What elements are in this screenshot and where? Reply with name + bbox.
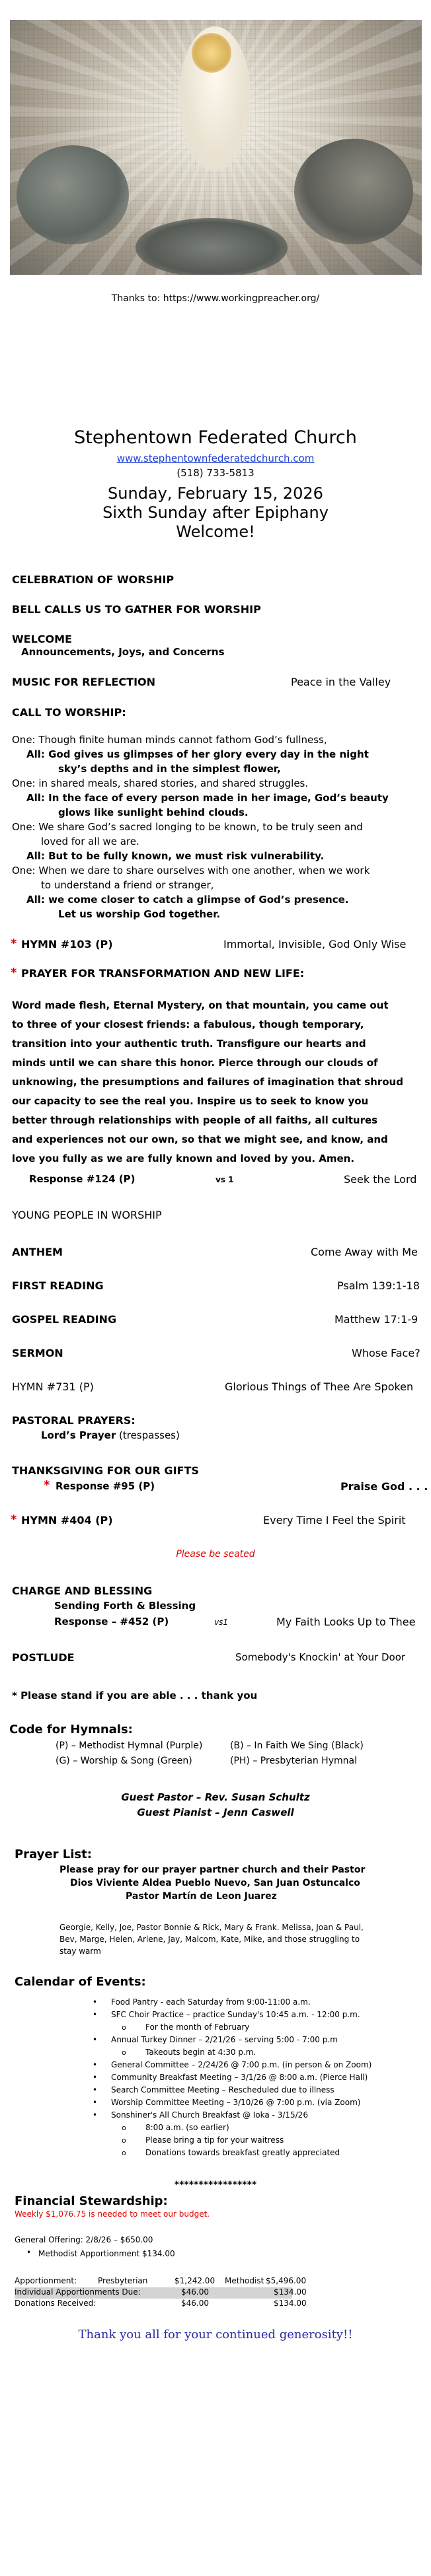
calendar-item: • Annual Turkey Dinner – 2/21/26 – serving 5:00 - 7:00 p.m	[93, 2034, 372, 2046]
sending-forth: Sending Forth & Blessing	[54, 1600, 196, 1612]
lords-prayer-note: (trespasses)	[119, 1429, 180, 1441]
response-452-title: My Faith Looks Up to Thee	[276, 1616, 416, 1628]
general-offering: General Offering: 2/8/26 – $650.00	[15, 2235, 153, 2244]
stand-star: *	[11, 937, 17, 950]
response-124-title: Seek the Lord	[344, 1173, 417, 1186]
response-452: Response – #452 (P)	[54, 1616, 169, 1628]
lords-prayer: Lord’s Prayer	[41, 1429, 116, 1441]
hymnal-code-green: (G) – Worship & Song (Green)	[56, 1756, 192, 1766]
stand-star: *	[11, 966, 17, 980]
individual-apportionment-row: Individual Apportionments Due: $46.00 $134.00	[15, 2287, 292, 2299]
calendar-subitem: o For the month of February	[93, 2021, 372, 2034]
calendar-subitem: o 8:00 a.m. (so earlier)	[93, 2122, 372, 2134]
calendar-item: • Community Breakfast Meeting – 3/1/26 @ 8:00 a.m. (Pierce Hall)	[93, 2071, 372, 2084]
service-date: Sunday, February 15, 2026	[108, 484, 323, 503]
church-website-link[interactable]: www.stephentownfederatedchurch.com	[116, 452, 315, 464]
calendar-item: • Search Committee Meeting – Rescheduled due to illness	[93, 2084, 372, 2096]
guest-pastor: Guest Pastor – Rev. Susan Schultz	[121, 1791, 310, 1803]
service-occasion: Sixth Sunday after Epiphany	[102, 503, 329, 522]
calendar-item: • SFC Choir Practice – practice Sunday's 10:45 a.m. - 12:00 p.m.	[93, 2009, 372, 2021]
calendar-item: • Food Pantry - each Saturday from 9:00-11:00 a.m.	[93, 1996, 372, 2009]
hymn-103: HYMN #103 (P)	[21, 938, 113, 950]
halo-shape	[192, 33, 231, 73]
gospel-reading-heading: GOSPEL READING	[12, 1313, 117, 1326]
call-line: loved for all we are.	[41, 836, 139, 847]
methodist-apportionment-line: Methodist Apportionment $134.00	[38, 2249, 175, 2258]
finance-heading: Financial Stewardship:	[15, 2194, 168, 2208]
pastoral-prayers-heading: PASTORAL PRAYERS:	[12, 1414, 136, 1427]
anthem-title: Come Away with Me	[311, 1246, 418, 1258]
call-line: One: When we dare to share ourselves with one another, when we work	[12, 865, 370, 877]
call-line: All: But to be fully known, we must risk vulnerability.	[26, 850, 325, 862]
lower-figure-shape	[136, 218, 288, 275]
church-phone: (518) 733-5813	[176, 467, 255, 479]
calendar-item: • Worship Committee Meeting – 3/10/26 @ 7:00 p.m. (via Zoom)	[93, 2096, 372, 2109]
postlude-title: Somebody's Knockin' at Your Door	[235, 1651, 406, 1663]
call-line: glows like sunlight behind clouds.	[58, 806, 249, 818]
calendar-heading: Calendar of Events:	[15, 1975, 146, 1989]
call-line: sky’s depths and in the simplest flower,	[58, 763, 281, 775]
sermon-title: Whose Face?	[352, 1347, 420, 1359]
call-line: to understand a friend or stranger,	[41, 879, 214, 891]
prayer-list-heading: Prayer List:	[15, 1847, 92, 1861]
guest-pianist: Guest Pianist – Jenn Caswell	[137, 1807, 294, 1818]
donations-row: Donations Received: $46.00 $134.00	[15, 2299, 307, 2308]
welcome-heading: Welcome!	[176, 522, 255, 541]
announcements-line: Announcements, Joys, and Concerns	[21, 646, 225, 658]
call-to-worship-heading: CALL TO WORSHIP:	[12, 706, 126, 719]
calendar-subitem: o Donations towards breakfast greatly appreciated	[93, 2147, 372, 2159]
prayer-partner-pastor: Pastor Martín de Leon Juarez	[126, 1891, 277, 1902]
thank-you-note: Thank you all for your continued generosity!!	[78, 2328, 353, 2342]
hymn-103-title: Immortal, Invisible, God Only Wise	[223, 938, 407, 950]
prayer-names: Georgie, Kelly, Joe, Pastor Bonnie & Rick, Mary & Frank. Melissa, Joan & Paul, Bev, Marge, Helen, Arlene, Jay, Malcom, Kate, Mike, and those struggling to stay warm	[59, 1923, 364, 1956]
hymnal-code-presbyterian: (PH) – Presbyterian Hymnal	[230, 1756, 357, 1766]
finance-bullet: •	[26, 2248, 32, 2257]
right-figure-shape	[294, 139, 413, 244]
calendar-list	[93, 1996, 372, 2159]
anthem-heading: ANTHEM	[12, 1246, 63, 1258]
prayer-text: Word made flesh, Eternal Mystery, on that mountain, you came out to three of your closest friends: a fabulous, though temporary, transition into your authentic truth. Transfigure our hearts and minds until we can share this honor. Pierce through our clouds of unknowing, the presumptions and failures of imagination that shroud our capacity to see the real you. Inspire us to seek to know you better through relationships with people of all faiths, all cultures and experiences not our own, so that we might see, and know, and love you fully as we are fully known and loved by you. Amen.	[12, 999, 403, 1164]
stand-star: *	[44, 1478, 50, 1492]
response-95-title: Praise God . . .	[340, 1480, 428, 1493]
welcome-section-title: WELCOME	[12, 633, 72, 645]
transfiguration-mosaic-image	[10, 20, 422, 275]
first-reading-heading: FIRST READING	[12, 1279, 104, 1292]
left-figure-shape	[17, 145, 129, 244]
sermon-heading: SERMON	[12, 1347, 63, 1359]
calendar-item: • General Committee – 2/24/26 @ 7:00 p.m. (in person & on Zoom)	[93, 2059, 372, 2071]
hymn-731-title: Glorious Things of Thee Are Spoken	[225, 1380, 414, 1393]
gospel-reading-ref: Matthew 17:1-9	[334, 1313, 418, 1326]
prayer-heading: PRAYER FOR TRANSFORMATION AND NEW LIFE:	[21, 967, 305, 980]
stand-star: *	[11, 1513, 17, 1526]
stars-divider: *****************	[174, 2180, 257, 2190]
young-people-heading: YOUNG PEOPLE IN WORSHIP	[12, 1209, 162, 1221]
image-credit: Thanks to: https://www.workingpreacher.org/	[111, 293, 320, 304]
hymn-404-title: Every Time I Feel the Spirit	[263, 1514, 406, 1526]
call-line: One: We share God’s sacred longing to be known, to be truly seen and	[12, 821, 363, 833]
calendar-subitem: o Takeouts begin at 4:30 p.m.	[93, 2046, 372, 2059]
hymnal-code-purple: (P) – Methodist Hymnal (Purple)	[56, 1740, 203, 1751]
response-452-verse: vs1	[214, 1618, 228, 1627]
church-name: Stephentown Federated Church	[74, 427, 357, 448]
thanksgiving-heading: THANKSGIVING FOR OUR GIFTS	[12, 1464, 199, 1477]
charge-heading: CHARGE AND BLESSING	[12, 1585, 153, 1597]
prayer-partner-church: Dios Viviente Aldea Pueblo Nuevo, San Juan Ostuncalco	[70, 1878, 360, 1888]
hymnal-code-black: (B) – In Faith We Sing (Black)	[230, 1740, 364, 1751]
postlude-heading: POSTLUDE	[12, 1651, 75, 1664]
call-line: One: in shared meals, shared stories, and shared struggles.	[12, 777, 309, 789]
music-reflection-heading: MUSIC FOR REFLECTION	[12, 676, 156, 688]
music-reflection-title: Peace in the Valley	[291, 676, 391, 688]
hymnal-codes-heading: Code for Hymnals:	[9, 1723, 133, 1736]
call-line: All: In the face of every person made in her image, God’s beauty	[26, 792, 389, 804]
call-line: One: Though finite human minds cannot fathom God’s fullness,	[12, 734, 327, 746]
bell-heading: BELL CALLS US TO GATHER FOR WORSHIP	[12, 603, 261, 616]
response-124-verse: vs 1	[216, 1175, 234, 1184]
apportionment-row: Apportionment: Presbyterian $1,242.00 Methodist $5,496.00	[15, 2276, 307, 2285]
calendar-item: • Sonshiner's All Church Breakfast @ Ioka - 3/15/26	[93, 2109, 372, 2122]
be-seated-note: Please be seated	[176, 1549, 255, 1559]
prayer-partner-line: Please pray for our prayer partner church and their Pastor	[59, 1865, 366, 1875]
call-line: Let us worship God together.	[58, 908, 221, 920]
stand-note: * Please stand if you are able . . . thank you	[12, 1690, 258, 1701]
first-reading-ref: Psalm 139:1-18	[337, 1279, 420, 1292]
response-95: Response #95 (P)	[56, 1480, 155, 1492]
weekly-budget-note: Weekly $1,076.75 is needed to meet our budget.	[15, 2209, 210, 2219]
celebration-heading: CELEBRATION OF WORSHIP	[12, 573, 175, 586]
hymn-404: HYMN #404 (P)	[21, 1514, 113, 1526]
call-line: All: God gives us glimpses of her glory every day in the night	[26, 748, 369, 760]
call-line: All: we come closer to catch a glimpse of God’s presence.	[26, 894, 349, 906]
apportionment-table	[15, 2276, 372, 2310]
hymn-731: HYMN #731 (P)	[12, 1380, 94, 1393]
response-124: Response #124 (P)	[29, 1173, 136, 1185]
calendar-subitem: o Please bring a tip for your waitress	[93, 2134, 372, 2147]
